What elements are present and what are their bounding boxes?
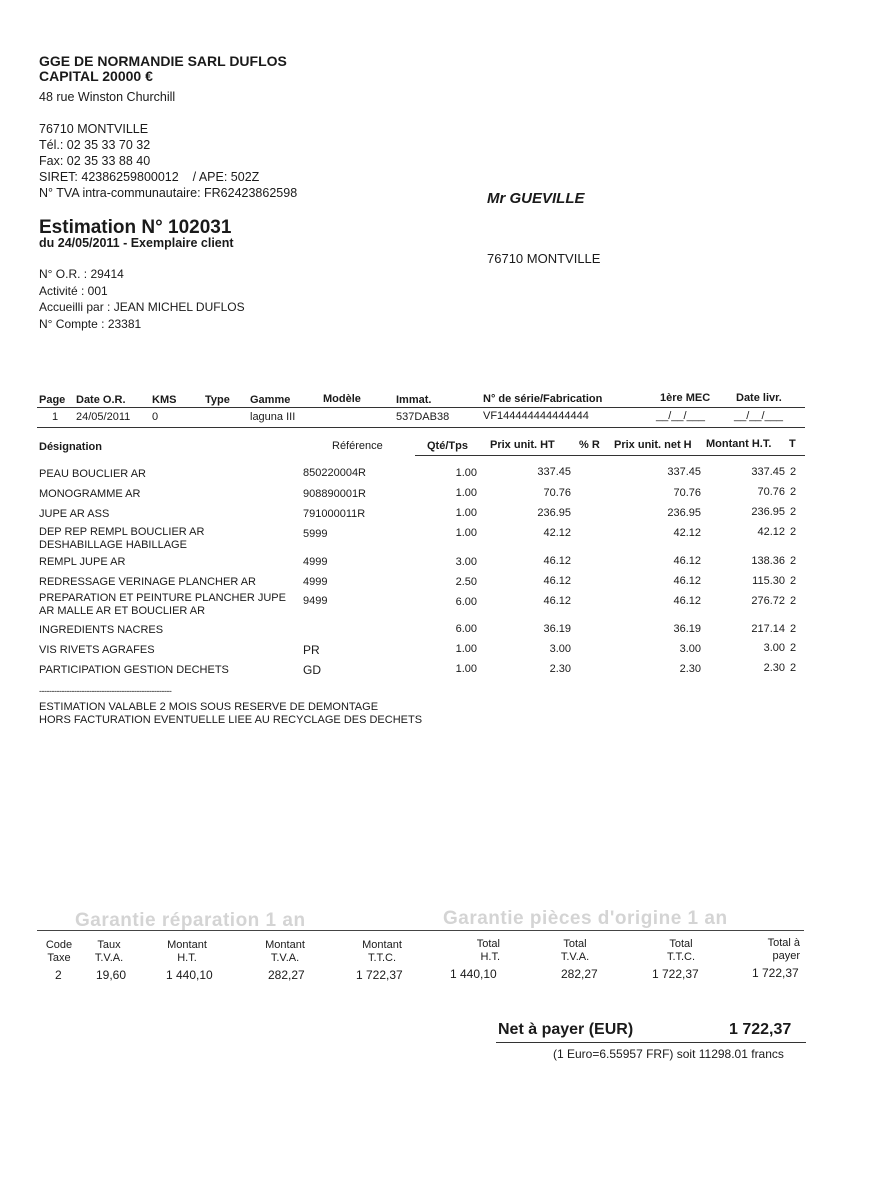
item-unit-ht: 36.19 <box>543 623 571 635</box>
th-taux-l2: T.V.A. <box>94 952 124 964</box>
th-mttc-l2: T.T.C. <box>367 952 397 964</box>
item-qty: 6.00 <box>455 623 477 635</box>
th-ttva-l2: T.V.A. <box>560 951 590 963</box>
vv-mec: __/__/___ <box>656 410 705 422</box>
item-unit-net: 36.19 <box>673 623 701 635</box>
tv-ttva: 282,27 <box>561 967 598 981</box>
item-unit-net: 46.12 <box>673 595 701 607</box>
ih-unit-ht: Prix unit. HT <box>490 439 555 451</box>
notes-line2: HORS FACTURATION EVENTUELLE LIEE AU RECYCLAGE DES DECHETS <box>39 714 423 726</box>
vv-immat: 537DAB38 <box>396 411 450 423</box>
th-taux-l1: Taux <box>97 939 121 951</box>
item-amount: 115.30 <box>752 575 785 587</box>
item-unit-ht: 236.95 <box>537 507 571 519</box>
item-qty: 1.00 <box>455 467 477 479</box>
company-fax: Fax: 02 35 33 88 40 <box>39 154 151 168</box>
or-number: N° O.R. : 29414 <box>39 267 124 281</box>
item-qty: 1.00 <box>455 663 477 675</box>
item-designation: REMPL JUPE AR <box>39 556 126 568</box>
th-tht <box>440 938 500 964</box>
item-qty: 1.00 <box>455 487 477 499</box>
item-tax: 2 <box>790 575 797 587</box>
net-conversion: (1 Euro=6.55957 FRF) soit 11298.01 francs <box>553 1047 784 1061</box>
th-tttc-l1: Total <box>669 938 693 950</box>
item-tax: 2 <box>790 526 797 538</box>
item-designation: INGREDIENTS NACRES <box>39 624 164 636</box>
item-unit-net: 46.12 <box>673 555 701 567</box>
th-mht <box>156 939 218 965</box>
company-capital: CAPITAL 20000 € <box>39 68 153 84</box>
item-unit-net: 70.76 <box>673 487 701 499</box>
item-unit-net: 42.12 <box>673 527 701 539</box>
guarantee-parts: Garantie pièces d'origine 1 an <box>443 908 728 929</box>
item-tax: 2 <box>790 555 797 567</box>
item-unit-ht: 3.00 <box>549 643 571 655</box>
item-amount: 138.36 <box>751 555 785 567</box>
tv-taux: 19,60 <box>96 968 127 982</box>
notes-line1: ESTIMATION VALABLE 2 MOIS SOUS RESERVE DE DEMONTAGE <box>39 701 379 713</box>
item-amount: 70.76 <box>757 486 785 498</box>
company-tva: N° TVA intra-communautaire: FR62423862598 <box>39 186 298 200</box>
vh-mec: 1ère MEC <box>660 392 711 404</box>
item-designation: PEAU BOUCLIER AR <box>39 468 146 480</box>
item-qty: 1.00 <box>455 643 477 655</box>
th-pay <box>740 937 800 963</box>
item-designation: JUPE AR ASS <box>39 508 110 520</box>
item-tax: 2 <box>790 486 797 498</box>
vehicle-bottom-rule <box>37 427 805 428</box>
item-tax: 2 <box>790 623 797 635</box>
item-reference: 5999 <box>303 528 328 540</box>
item-unit-net: 3.00 <box>679 643 701 655</box>
item-unit-ht: 42.12 <box>543 527 571 539</box>
ih-tax: T <box>789 438 796 450</box>
th-tttc-l2: T.T.C. <box>666 951 696 963</box>
th-code-l2: Taxe <box>47 952 71 964</box>
item-tax: 2 <box>790 662 797 674</box>
client-name: Mr GUEVILLE <box>487 190 585 207</box>
ih-remise: % R <box>579 439 600 451</box>
item-designation: PARTICIPATION GESTION DECHETS <box>39 664 229 676</box>
vv-serie: VF144444444444444 <box>483 410 589 422</box>
company-name: GGE DE NORMANDIE SARL DUFLOS <box>39 53 287 69</box>
vh-date-livr: Date livr. <box>736 392 782 404</box>
vv-date-or: 24/05/2011 <box>76 411 131 423</box>
item-tax: 2 <box>790 642 797 654</box>
activity: Activité : 001 <box>39 284 108 298</box>
th-code <box>36 939 82 965</box>
account-number: N° Compte : 23381 <box>39 317 142 331</box>
vh-serie: N° de série/Fabrication <box>483 393 603 405</box>
th-mttc <box>351 939 413 965</box>
vh-gamme: Gamme <box>250 394 291 406</box>
vh-date-or: Date O.R. <box>76 394 126 406</box>
th-mtva-l1: Montant <box>265 939 305 951</box>
item-unit-ht: 70.76 <box>543 487 571 499</box>
th-mtva <box>254 939 316 965</box>
ih-unit-net: Prix unit. net H <box>614 439 692 451</box>
th-pay-l2: payer <box>772 950 800 962</box>
company-address: 48 rue Winston Churchill <box>39 90 176 104</box>
item-unit-ht: 46.12 <box>543 595 571 607</box>
item-reference: 4999 <box>303 556 328 568</box>
th-tht-l1: Total <box>476 938 500 950</box>
vh-modele: Modèle <box>323 393 361 405</box>
th-tht-l2: H.T. <box>480 951 500 963</box>
welcomed-by: Accueilli par : JEAN MICHEL DUFLOS <box>39 300 245 314</box>
vh-immat: Immat. <box>396 394 432 406</box>
item-reference: 4999 <box>303 576 328 588</box>
vv-kms: 0 <box>152 411 159 423</box>
totals-top-rule <box>37 930 804 931</box>
vh-page: Page <box>39 394 66 406</box>
item-designation: VIS RIVETS AGRAFES <box>39 644 155 656</box>
item-qty: 3.00 <box>455 556 477 568</box>
th-mtva-l2: T.V.A. <box>270 952 300 964</box>
vv-gamme: laguna III <box>250 411 296 423</box>
item-amount: 2.30 <box>763 662 785 674</box>
tv-mttc: 1 722,37 <box>356 968 403 982</box>
item-reference: PR <box>303 643 320 657</box>
estimate-title: Estimation N° 102031 <box>39 217 232 238</box>
item-designation: REDRESSAGE VERINAGE PLANCHER AR <box>39 576 257 588</box>
items-header-rule <box>415 455 805 456</box>
item-amount: 337.45 <box>751 466 785 478</box>
item-amount: 42.12 <box>757 526 785 538</box>
item-unit-ht: 337.45 <box>537 466 571 478</box>
item-tax: 2 <box>790 506 797 518</box>
tv-mht: 1 440,10 <box>166 968 213 982</box>
company-tel: Tél.: 02 35 33 70 32 <box>39 138 151 152</box>
item-tax: 2 <box>790 595 797 607</box>
item-tax: 2 <box>790 466 797 478</box>
vv-date-livr: __/__/___ <box>734 410 783 422</box>
th-mttc-l1: Montant <box>362 939 402 951</box>
item-unit-net: 236.95 <box>667 507 701 519</box>
item-amount: 3.00 <box>763 642 785 654</box>
item-reference: 9499 <box>303 595 328 607</box>
item-reference: 791000011R <box>303 508 366 520</box>
item-unit-ht: 2.30 <box>549 663 571 675</box>
th-ttva <box>545 938 605 964</box>
estimate-subtitle: du 24/05/2011 - Exemplaire client <box>39 236 234 250</box>
item-reference: 850220004R <box>303 467 367 479</box>
item-designation: PREPARATION ET PEINTURE PLANCHER JUPE <box>39 592 286 604</box>
item-unit-net: 46.12 <box>673 575 701 587</box>
ih-qty: Qté/Tps <box>427 440 468 452</box>
notes-separator: ----------------------------------------------------- <box>39 686 172 696</box>
item-unit-net: 337.45 <box>667 466 701 478</box>
item-unit-ht: 46.12 <box>543 575 571 587</box>
item-designation-line2: AR MALLE AR ET BOUCLIER AR <box>39 605 206 617</box>
tv-tttc: 1 722,37 <box>652 967 699 981</box>
net-label: Net à payer (EUR) <box>498 1021 634 1038</box>
item-amount: 276.72 <box>751 595 785 607</box>
guarantee-repair: Garantie réparation 1 an <box>75 910 306 931</box>
item-qty: 6.00 <box>455 596 477 608</box>
th-code-l1: Code <box>45 939 73 951</box>
ih-reference: Référence <box>332 440 383 452</box>
item-designation: DEP REP REMPL BOUCLIER AR <box>39 526 205 538</box>
company-siret: SIRET: 42386259800012 / APE: 502Z <box>39 170 260 184</box>
item-designation: MONOGRAMME AR <box>39 488 141 500</box>
tv-pay: 1 722,37 <box>752 966 799 980</box>
item-qty: 1.00 <box>455 507 477 519</box>
th-mht-l1: Montant <box>167 939 207 951</box>
item-amount: 217.14 <box>751 623 785 635</box>
item-reference: 908890001R <box>303 488 367 500</box>
item-unit-net: 2.30 <box>679 663 701 675</box>
th-pay-l1: Total à <box>767 937 800 949</box>
vh-type: Type <box>205 394 230 406</box>
item-qty: 1.00 <box>455 527 477 539</box>
company-city: 76710 MONTVILLE <box>39 122 149 136</box>
vehicle-header-rule <box>37 407 805 408</box>
vv-page: 1 <box>52 411 59 423</box>
tv-code: 2 <box>55 968 62 982</box>
th-ttva-l1: Total <box>563 938 587 950</box>
item-qty: 2.50 <box>455 576 477 588</box>
item-unit-ht: 46.12 <box>543 555 571 567</box>
tv-tht: 1 440,10 <box>450 967 497 981</box>
vh-kms: KMS <box>152 394 177 406</box>
ih-amount: Montant H.T. <box>706 438 772 450</box>
item-reference: GD <box>303 663 321 677</box>
th-tttc <box>650 938 712 964</box>
th-taux <box>86 939 132 965</box>
item-designation-line2: DESHABILLAGE HABILLAGE <box>39 539 187 551</box>
item-amount: 236.95 <box>751 506 785 518</box>
net-value: 1 722,37 <box>729 1021 792 1038</box>
client-city: 76710 MONTVILLE <box>487 251 601 266</box>
net-rule <box>496 1042 806 1043</box>
ih-designation: Désignation <box>39 441 102 453</box>
tv-mtva: 282,27 <box>268 968 305 982</box>
th-mht-l2: H.T. <box>177 952 197 964</box>
